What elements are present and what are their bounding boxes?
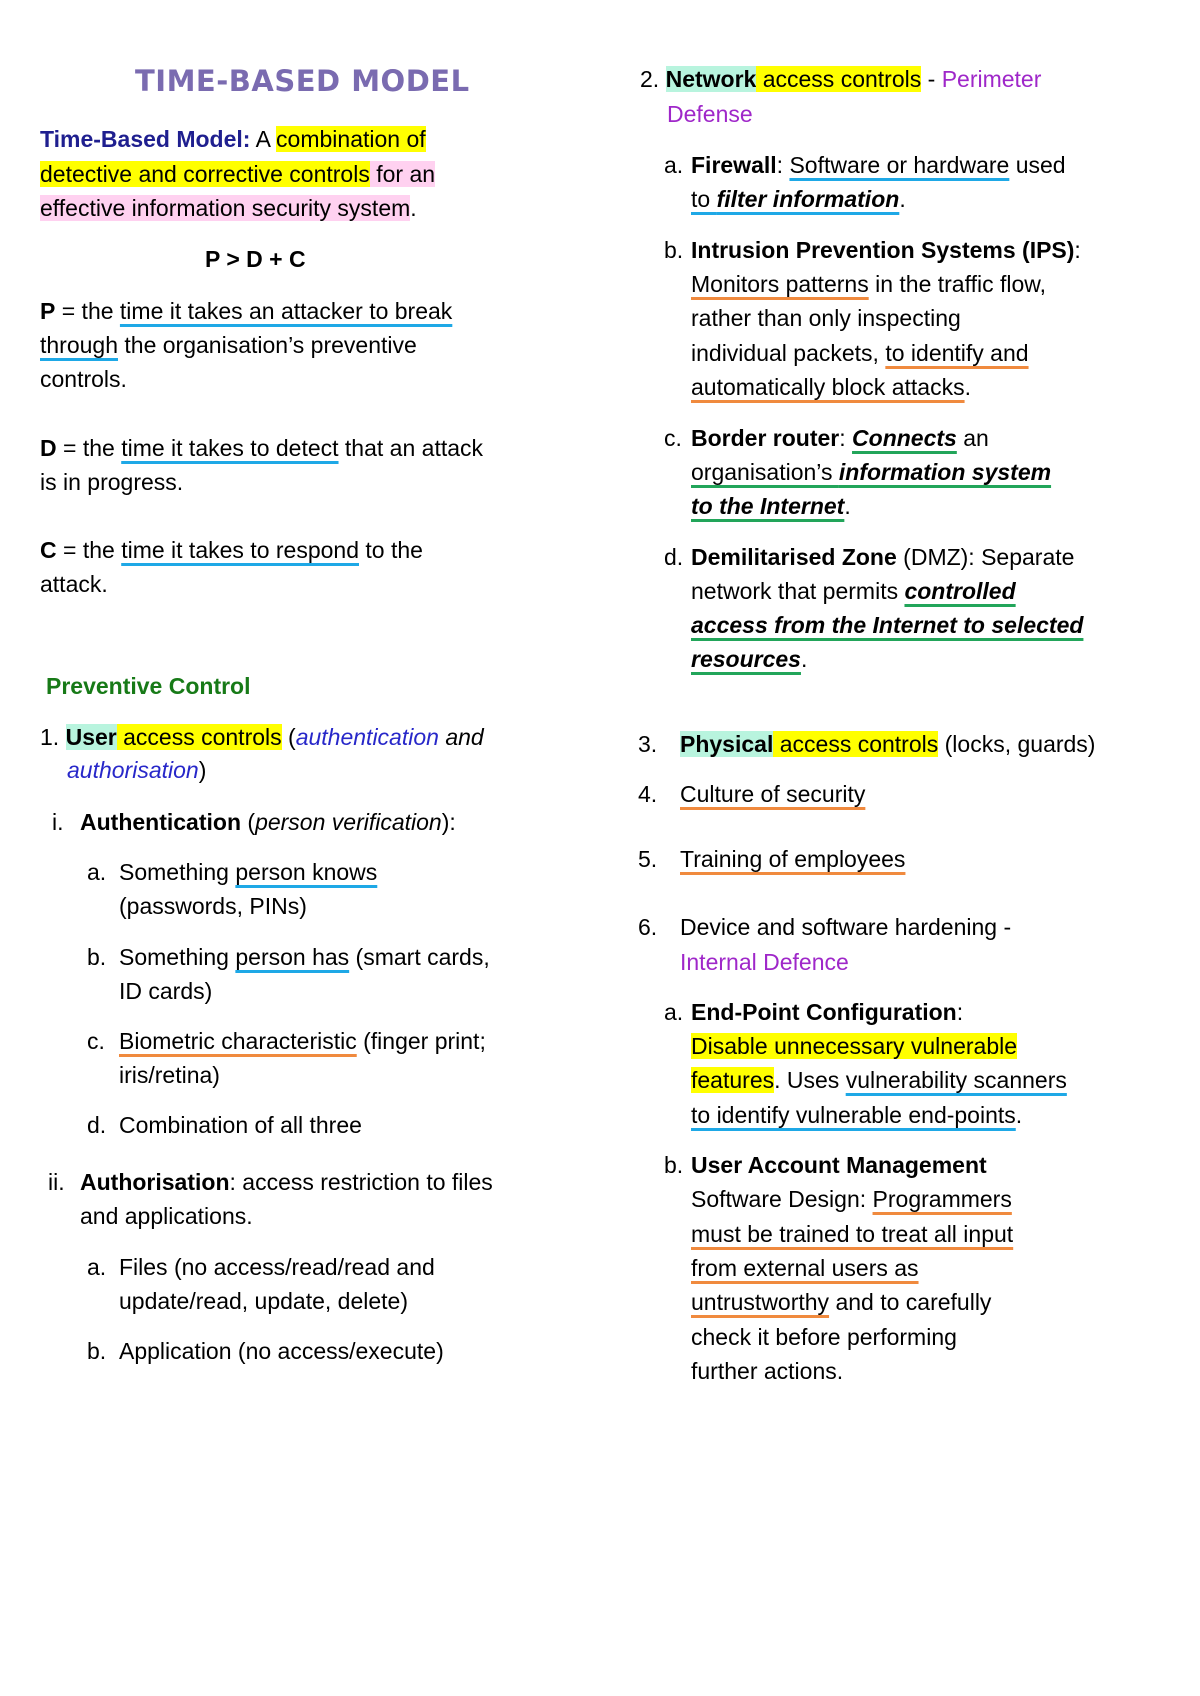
preventive-heading: Preventive Control xyxy=(46,673,251,699)
formula: P > D + C xyxy=(205,246,306,272)
page-title: TIME-BASED MODEL xyxy=(135,64,470,98)
